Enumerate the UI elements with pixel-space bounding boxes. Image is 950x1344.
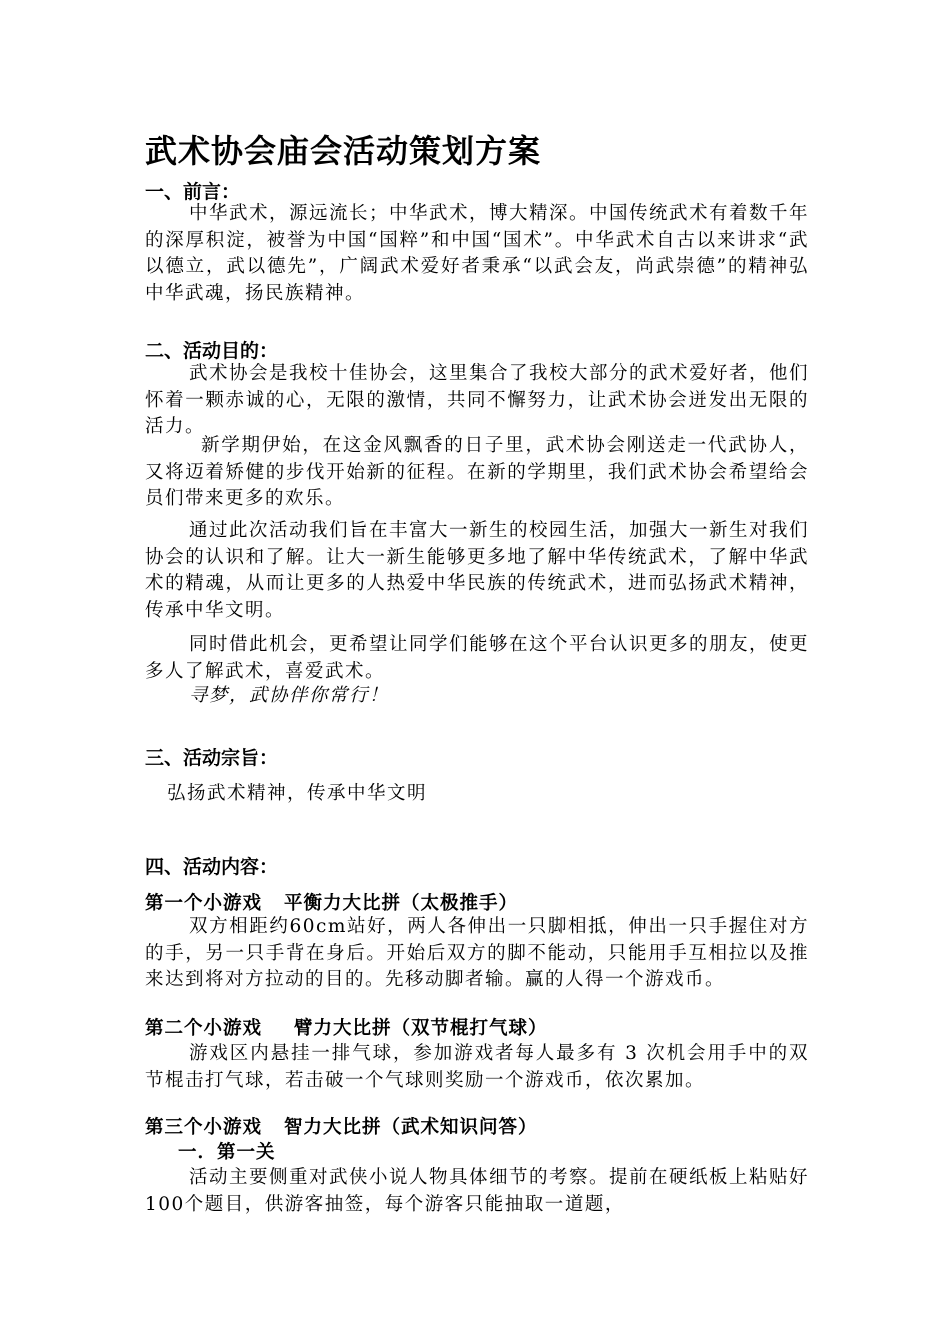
purpose-heading: 二、活动目的： [145,340,279,362]
game-3-name: 智力大比拼（武术知识问答） [284,1117,538,1138]
game-1-title [145,892,518,916]
preface-paragraph: 中华武术，源远流长；中华武术，博大精深。中国传统武术有着数千年的深厚积淀，被誉为中国“国粹”和中国“国术”。中华武术自古以来讲求“武以德立，武以德先”，广阔武术爱好者秉承“以武会友，尚武崇德”的精神弘中华武魂，扬民族精神。 [145,203,810,304]
game-1-description: 双方相距约60cm站好，两人各伸出一只脚相抵，伸出一只手握住对方的手，另一只手背在身后。开始后双方的脚不能动，只能用手互相拉以及推来达到将对方拉动的目的。先移动脚者输。赢的人得一个游戏币。 [145,916,809,990]
game-1-name: 平衡力大比拼（太极推手） [284,893,519,914]
purpose-paragraph-4: 同时借此机会，更希望让同学们能够在这个平台认识更多的朋友，使更多人了解武术，喜爱武术。 [145,634,810,682]
tenet-text: 弘扬武术精神，传承中华文明 [167,783,428,804]
content-heading: 四、活动内容： [145,856,279,878]
game-3-label: 第三个小游戏 [145,1117,263,1138]
purpose-slogan: 寻梦，武协伴你常行！ [189,685,390,706]
game-2-label: 第二个小游戏 [145,1018,263,1039]
preface-heading: 一、前言： [145,181,241,203]
document-title: 武术协会庙会活动策划方案 [145,132,542,170]
game-2-title [145,1017,548,1041]
purpose-paragraph-3: 通过此次活动我们旨在丰富大一新生的校园生活，加强大一新生对我们协会的认识和了解。让大一新生能够更多地了解中华传统武术，了解中华武术的精魂，从而让更多的人热爱中华民族的传统武术，进而弘扬武术精神，传承中华文明。 [145,520,810,621]
game-3-subheading: 一．第一关 [178,1142,276,1163]
tenet-heading: 三、活动宗旨： [145,747,279,769]
purpose-paragraph-1: 武术协会是我校十佳协会，这里集合了我校大部分的武术爱好者，他们怀着一颗赤诚的心，无限的激情，共同不懈努力，让武术协会迸发出无限的活力。 [145,363,810,437]
game-3-title [145,1116,538,1140]
game-1-label: 第一个小游戏 [145,893,263,914]
game-2-description: 游戏区内悬挂一排气球，参加游戏者每人最多有 3 次机会用手中的双节棍击打气球，若击破一个气球则奖励一个游戏币，依次累加。 [145,1043,809,1091]
purpose-paragraph-2: 新学期伊始，在这金风飘香的日子里，武术协会刚送走一代武协人，又将迈着矫健的步伐开始新的征程。在新的学期里，我们武术协会希望给会员们带来更多的欢乐。 [145,435,809,509]
game-2-name: 臂力大比拼（双节棍打气球） [294,1018,548,1039]
game-3-description: 活动主要侧重对武侠小说人物具体细节的考察。提前在硬纸板上粘贴好100个题目，供游客抽签，每个游客只能抽取一道题， [145,1167,810,1215]
